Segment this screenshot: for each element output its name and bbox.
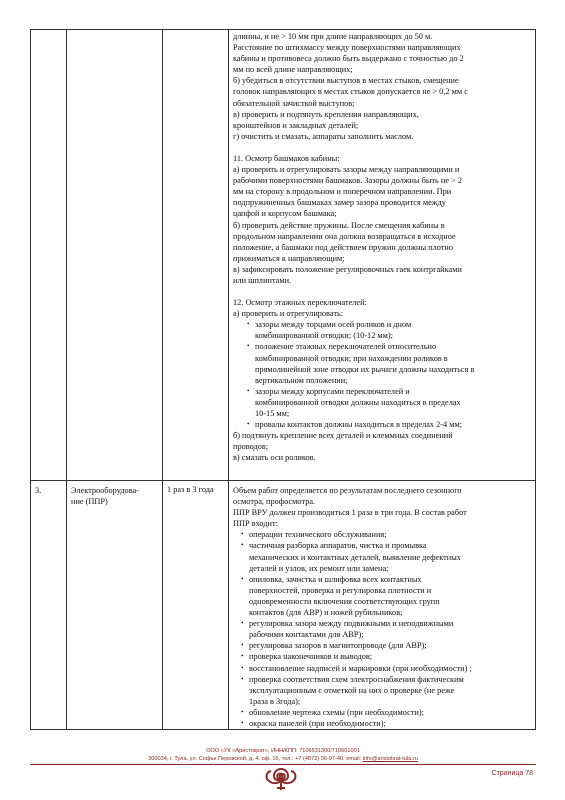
text-line: ППР ВРУ должен производиться 1 раза в три года. В состав работ <box>233 508 467 518</box>
page-number: Страница 78 <box>491 770 533 777</box>
footer-address <box>30 755 536 763</box>
section-heading: 12. Осмотр этажных переключателей: <box>233 298 367 308</box>
text-line: прижиматься к направляющим; <box>233 253 345 263</box>
row-period-cell <box>163 481 229 730</box>
works-table <box>30 29 536 730</box>
text-line: подпружиненных башмаках замер зазора проводится между <box>233 198 446 208</box>
row-period-cell <box>163 30 229 481</box>
list-item: • зазоры между торцами осей роликов и дном комбинированной отводки; (10-12 мм); <box>233 319 531 341</box>
row-period: 1 раз в 3 года <box>167 485 214 494</box>
list-item: • зазоры между корпусами переключателей и комбинированной отводки должны находиться в пределах 10-15 мм; <box>233 386 531 419</box>
list-item: • операции технического обслуживания; <box>233 529 531 540</box>
text-line: продольном направлении она должна возвращаться в исходное <box>233 231 456 241</box>
list-item: • опиловка, зачистка и шлифовка всех контактных поверхностей, проверка и регулировка плотности и одновременности включения соответствующих групп контактов (для АВР) и ножей рубильников; <box>233 574 531 618</box>
row-number-cell <box>31 481 67 730</box>
continued-text <box>233 31 531 142</box>
row-name: Электрооборудова- ние (ППР) <box>71 486 139 507</box>
row-number-cell <box>31 30 67 481</box>
row3-content <box>233 482 531 729</box>
footer-divider <box>30 764 536 765</box>
text-line: длинны, и не > 10 мм при длине направляющих до 50 м. <box>233 32 433 41</box>
bullet-list <box>233 319 531 430</box>
list-item: • обновление чертежа схемы (при необходимости); <box>233 707 531 718</box>
text-line: в) зафиксировать положение регулировочных гаек контргайками <box>233 264 462 274</box>
text-line: цапфой и корпусом башмака; <box>233 209 337 219</box>
text-line: а) проверить и отрегулировать зазоры между направляющими и <box>233 165 460 175</box>
section-11 <box>233 153 531 286</box>
row-number: 3. <box>35 486 42 495</box>
text-line: головок направляющих в местах стыков допускается не > 0,2 мм с <box>233 87 468 97</box>
table-row <box>31 481 536 730</box>
list-item: • окраска панелей (при необходимости); <box>233 718 531 729</box>
ornament-icon <box>260 766 302 792</box>
section-12 <box>233 297 531 463</box>
text-line: кабины и противовеса должно быть выдержано с точностью до 2 <box>233 54 464 64</box>
section-heading: 11. Осмотр башмаков кабины: <box>233 153 340 163</box>
text-line: кронштейнов и закладных деталей; <box>233 120 359 130</box>
list-item: • положение этажных переключателей относительно комбинированной отводки; при нахождении роликов в прямолинейной зоне отводки их рычаги дложны находиться в вертикальном положении; <box>233 341 531 385</box>
list-item: • регулировка зазора между подвижными и неподвижными рабочими контактами для АВР); <box>233 618 531 640</box>
list-item: • регулировка зазоров в магнитопроводе (для АВР); <box>233 640 531 651</box>
list-item: • провалы контактов должны находиться в пределах 2-4 мм; <box>233 419 531 430</box>
footer-email-link[interactable]: info@aristokrat-tula.ru <box>362 756 418 762</box>
row-name-cell <box>67 30 163 481</box>
text-line: в) смазать оси роликов. <box>233 453 316 463</box>
list-item: • частичная разборка аппаратов, чистка и промывка механических и контактных деталей, выявление дефектных деталей и узлов, их ремонт или замена; <box>233 540 531 573</box>
text-line: б) убедиться в отсутствии выступов в местах стыков, смещение <box>233 76 459 86</box>
text-line: обязательной зачисткой выступов; <box>233 98 355 108</box>
text-line: мм на сторону в продольном и поперечном направлении. При <box>233 187 452 197</box>
text-line: проводов; <box>233 442 269 452</box>
row-content-cell <box>229 481 536 730</box>
row-content-cell <box>229 30 536 481</box>
text-line: или шплинтами. <box>233 275 292 285</box>
text-line: в) проверить и подтянуть крепления направляющих, <box>233 109 419 119</box>
text-line: Расстояние по штихмассу между поверхностями направляющих <box>233 43 461 53</box>
text-line: положение, а башмаки под действием пружин должны плотно <box>233 242 453 252</box>
row-name-cell <box>67 481 163 730</box>
text-line: б) проверить действие пружины. После смещения кабины в <box>233 220 445 230</box>
list-item: • проверка соответствия схем электроснабжения фактическим эксплуатационным с отметкой на них о проверке (не реже 1раза в 3года); <box>233 674 531 707</box>
text-line: а) проверить и отрегулировать: <box>233 309 344 319</box>
text-line: г) очистить и смазать, аппараты заполнить маслом. <box>233 131 414 141</box>
text-line: б) подтянуть крепление всех деталей и клеммных соединений <box>233 431 453 441</box>
text-line: ППР входит: <box>233 519 278 529</box>
footer-company: ООО «УК «Аристократ», ИНН/КПП: 7106531300/710601001 <box>206 748 360 754</box>
list-item: • восстановление надписей и маркировки (при необходимости) ; <box>233 663 531 674</box>
text-line: мм по всей длине направляющих; <box>233 65 353 75</box>
bullet-list <box>233 529 531 729</box>
text-line: рабочими поверхностями башмаков. Зазоры должны быть не > 2 <box>233 176 462 186</box>
text-line: Объем работ определяется по результатам последнего сезонного <box>233 486 462 495</box>
table-row <box>31 30 536 481</box>
footer-address-text: 300034, г. Тула, ул. Софьи Перовской, д. 4, оф. 16, тел.: +7 (4872) 36-97-40, email: <box>148 756 363 762</box>
list-item: • проверка наконечников и выводов; <box>233 651 531 662</box>
text-line: осмотра, профосмотра. <box>233 497 316 507</box>
